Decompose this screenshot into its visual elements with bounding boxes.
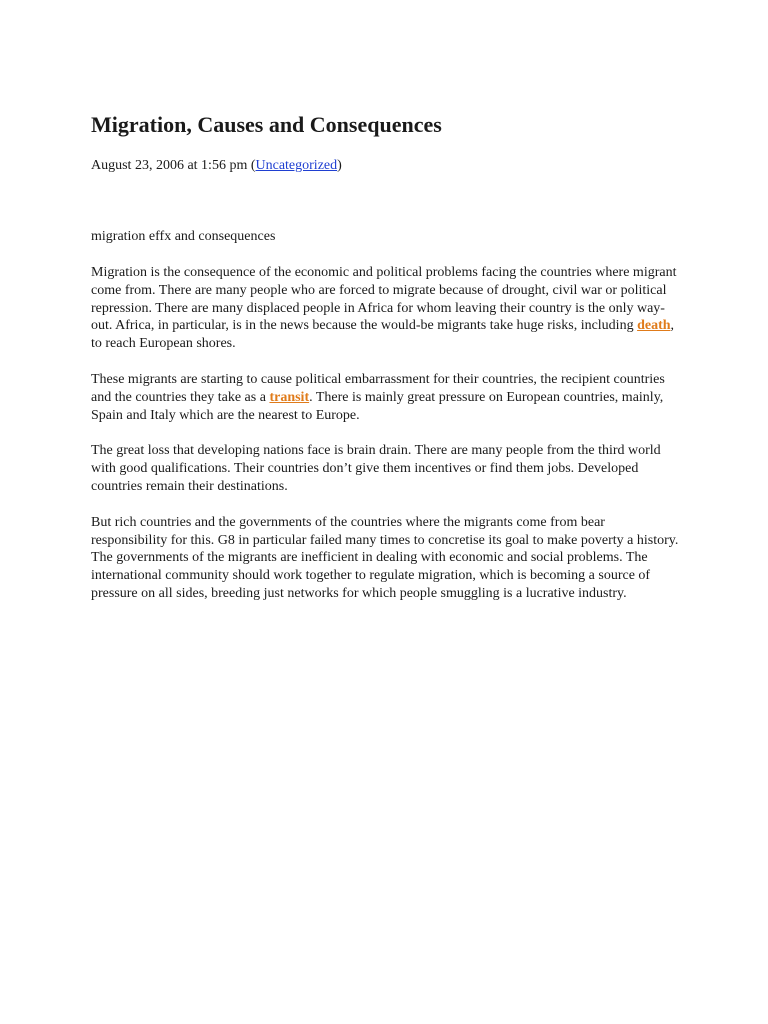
meta-close-paren: ) <box>337 158 342 173</box>
paragraph-2-text-b: . There is mainly great pressure on European countries, mainly, Spain and Italy which are the nearest to Europe. <box>91 389 664 423</box>
paragraph-1 <box>91 264 682 353</box>
paragraph-4: But rich countries and the governments of the countries where the migrants come from bear responsibility for this. G8 in particular failed many times to concretise its goal to make poverty a history. The governments of the migrants are inefficient in dealing with economic and social problems. The international community should work together to regulate migration, which is becoming a source of pressure on all sides, breeding just networks for which people smuggling is a lucrative industry. <box>91 514 679 601</box>
paragraph-2 <box>91 371 682 424</box>
paragraph-3: The great loss that developing nations face is brain drain. There are many people from the third world with good qualifications. Their countries don’t give them incentives or find them jobs. Developed countries remain their destinations. <box>91 443 661 494</box>
page-title: Migration, Causes and Consequences <box>91 112 442 137</box>
transit-link[interactable]: transit <box>269 389 310 405</box>
paragraph-1-text-b: , to reach European shores. <box>91 318 675 352</box>
category-link[interactable]: Uncategorized <box>255 158 338 173</box>
post-subtitle: migration effx and consequences <box>91 229 276 244</box>
death-link[interactable]: death <box>637 318 671 334</box>
post-meta <box>91 157 682 175</box>
paragraph-1-text-a: Migration is the consequence of the economic and political problems facing the countries where migrant come from. There are many people who are forced to migrate because of drought, civil war or political repression. There are many displaced people in Africa for whom leaving their country is the only way-out. Africa, in particular, is in the news because the would-be migrants take huge risks, including <box>91 265 677 334</box>
paragraph-2-text-a: These migrants are starting to cause political embarrassment for their countries, the recipient countries and the countries they take as a <box>91 371 665 405</box>
post-date: August 23, 2006 at 1:56 pm ( <box>91 158 256 173</box>
